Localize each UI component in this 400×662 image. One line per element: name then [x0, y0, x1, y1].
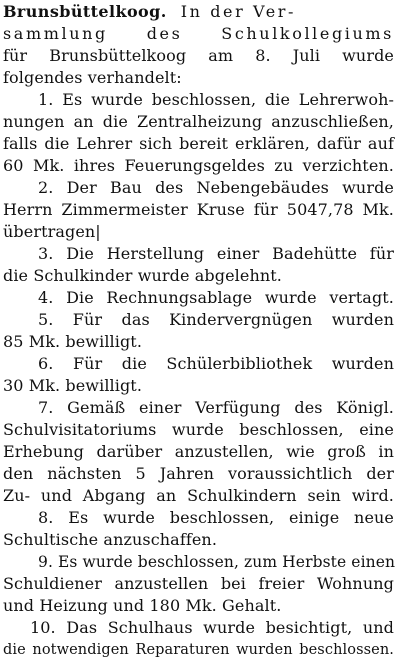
text-line: Zu- und Abgang an Schulkindern sein wird. [3, 486, 394, 505]
text-line: 2. Der Bau des Nebengebäudes wurde [38, 178, 394, 197]
text-line: In der Ver- [180, 2, 297, 21]
text-line: übertragen| [3, 222, 101, 241]
text-line: für Brunsbüttelkoog am 8. Juli wurde [3, 46, 394, 65]
text-line: Schuldiener anzustellen bei freier Wohnung [3, 574, 394, 593]
text-line: 7. Gemäß einer Verfügung des Königl. [38, 398, 394, 417]
text-line: 3. Die Herstellung einer Badehütte für [38, 244, 394, 263]
text-line: Schulvisitatoriums wurde beschlossen, eine [3, 420, 394, 439]
text-line: folgendes verhandelt: [3, 68, 182, 87]
text-line: 10. Das Schulhaus wurde besichtigt, und [30, 618, 394, 637]
text-line: falls die Lehrer sich bereit erklären, dafür auf [3, 134, 394, 153]
text-line: Schultische anzuschaffen. [3, 530, 218, 549]
text-line: 6. Für die Schülerbibliothek wurden [38, 354, 394, 373]
text-line: die Schulkinder wurde abgelehnt. [3, 266, 282, 285]
text-line: 9. Es wurde beschlossen, zum Herbste einen [38, 553, 396, 571]
text-line: 30 Mk. bewilligt. [3, 376, 143, 395]
text-line: den nächsten 5 Jahren voraussichtlich der [3, 464, 394, 483]
text-line: nungen an die Zentralheizung anzuschließen, [3, 112, 394, 131]
text-line: die notwendigen Reparaturen wurden beschlossen. [3, 642, 394, 658]
text-line: sammlung des Schulkollegiums [3, 24, 394, 43]
text-line: 5. Für das Kindervergnügen wurden [38, 310, 394, 329]
text-line: Herrn Zimmermeister Kruse für 5047,78 Mk. [3, 200, 394, 219]
article-first-line [3, 1, 394, 23]
text-line: 1. Es wurde beschlossen, die Lehrerwoh- [38, 90, 394, 109]
text-line: 85 Mk. bewilligt. [3, 332, 143, 351]
text-line: 60 Mk. ihres Feuerungsgeldes zu verzichten. [3, 156, 394, 175]
text-line: 8. Es wurde beschlossen, einige neue [38, 508, 394, 527]
article-headline: Brunsbüttelkoog. [3, 2, 167, 21]
text-line: Erhebung darüber anzustellen, wie groß in [3, 442, 394, 461]
text-line: und Heizung und 180 Mk. Gehalt. [3, 596, 282, 615]
text-line: 4. Die Rechnungsablage wurde vertagt. [38, 288, 394, 307]
